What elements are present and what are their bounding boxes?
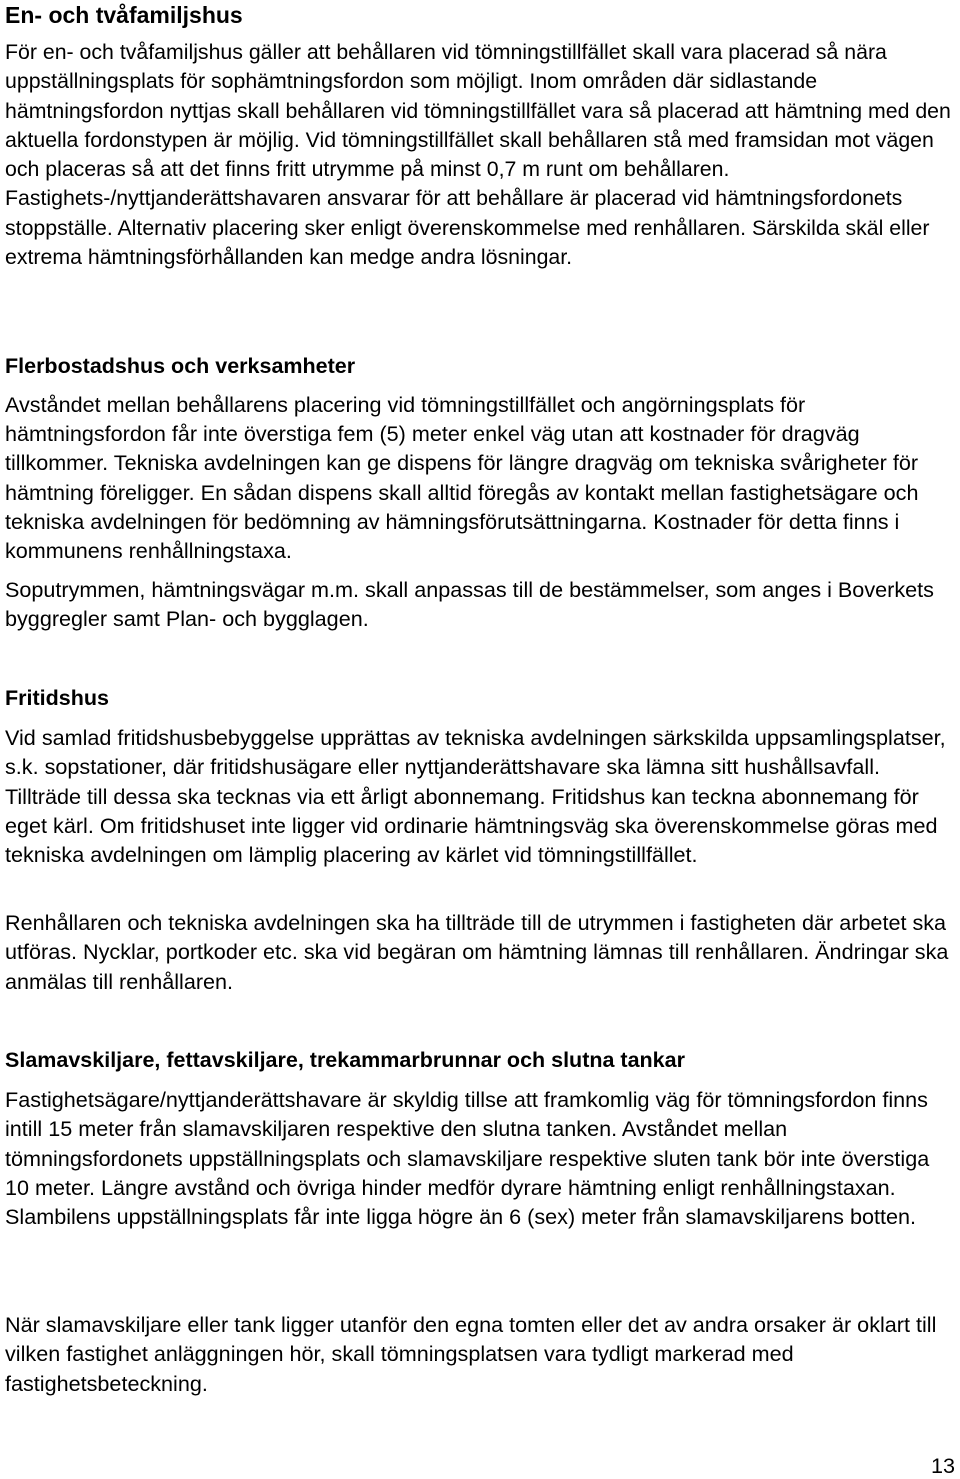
section-heading-slamavskiljare: Slamavskiljare, fettavskiljare, trekammarbrunnar och slutna tankar xyxy=(5,1048,685,1072)
page-number: 13 xyxy=(930,1453,955,1478)
section-paragraph: För en- och tvåfamiljshus gäller att behållaren vid tömningstillfället skall vara placerad så nära uppställningsplats för sophämtningsfordon som möjligt. Inom områden där sidlastande hämtningsfordon nyttjas skall behållaren vid tömningstillfället vara så placerad att hämtning med den aktuella fordonstypen är möjlig. Vid tömningstillfället skall behållaren stå med framsidan mot vägen och placeras så att det finns fritt utrymme på minst 0,7 m runt om behållaren. Fastighets-/nyttjanderättshavaren ansvarar för att behållare är placerad vid hämtningsfordonets stoppställe. Alternativ placering sker enligt överenskommelse med renhållaren. Särskilda skäl eller extrema hämtningsförhållanden kan medge andra lösningar. xyxy=(5,40,951,270)
section-paragraph: Avståndet mellan behållarens placering vid tömningstillfället och angörningsplats för hämtningsfordon får inte överstiga fem (5) meter enkel väg utan att kostnader för dragväg tillkommer. Tekniska avdelningen kan ge dispens för längre dragväg om tekniska svårigheter för hämtning föreligger. En sådan dispens skall alltid föregås av kontakt mellan fastighetsägare och tekniska avdelningen för bedömning av hämningsförutsättningarna. Kostnader för detta finns i kommunens renhållningstaxa. xyxy=(5,392,919,564)
section-heading-flerbostadshus: Flerbostadshus och verksamheter xyxy=(5,354,356,378)
section-paragraph: När slamavskiljare eller tank ligger utanför den egna tomten eller det av andra orsaker är oklart till vilken fastighet anläggningen hör, skall tömningsplatsen vara tydligt markerad med fastighetsbeteckning. xyxy=(5,1312,937,1396)
section-paragraph: Vid samlad fritidshusbebyggelse upprättas av tekniska avdelningen särkskilda uppsamlingsplatser, s.k. sopstationer, där fritidshusägare eller nyttjanderättshavare ska lämna sitt hushållsavfall. Tillträde till dessa ska tecknas via ett årligt abonnemang. Fritidshus kan teckna abonnemang för eget kärl. Om fritidshuset inte ligger vid ordinarie hämtningsväg ska överenskommelse göras med tekniska avdelningen om lämplig placering av kärlet vid tömningstillfället. xyxy=(5,725,946,868)
section-heading-fritidshus: Fritidshus xyxy=(5,686,109,710)
section-heading-en-och-tvafamiljshus: En- och tvåfamiljshus xyxy=(5,2,243,28)
section-paragraph: Soputrymmen, hämtningsvägar m.m. skall anpassas till de bestämmelser, som anges i Boverkets byggregler samt Plan- och bygglagen. xyxy=(5,577,934,632)
section-paragraph: Renhållaren och tekniska avdelningen ska ha tillträde till de utrymmen i fastigheten där arbetet ska utföras. Nycklar, portkoder etc. ska vid begäran om hämtning lämnas till renhållaren. Ändringar ska anmälas till renhållaren. xyxy=(5,910,949,994)
section-paragraph: Fastighetsägare/nyttjanderättshavare är skyldig tillse att framkomlig väg för tömningsfordon finns intill 15 meter från slamavskiljaren respektive den slutna tanken. Avståndet mellan tömningsfordonets uppställningsplats och slamavskiljare respektive sluten tank bör inte överstiga 10 meter. Längre avstånd och övriga hinder medför dyrare hämtning enligt renhållningstaxan. Slambilens uppställningsplats får inte ligga högre än 6 (sex) meter från slamavskiljarens botten. xyxy=(5,1087,930,1230)
